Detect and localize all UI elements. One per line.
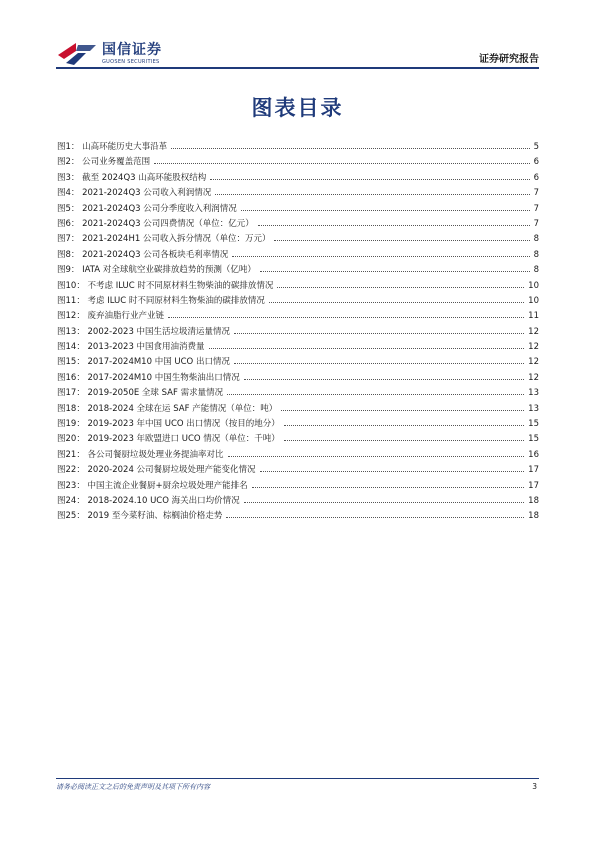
toc-entry-label[interactable]: 图5： 2021-2024Q3 公司分季度收入利润情况: [57, 203, 237, 214]
toc-entry-page[interactable]: 16: [528, 449, 539, 460]
toc-entry[interactable]: [57, 402, 539, 417]
toc-entry[interactable]: [57, 432, 539, 447]
toc-entry-label[interactable]: 图18： 2018-2024 全球在运 SAF 产能情况（单位：吨）: [57, 403, 278, 414]
toc-entry[interactable]: [57, 386, 539, 401]
toc-entry[interactable]: [57, 355, 539, 370]
toc-entry-label[interactable]: 图13： 2002-2023 中国生活垃圾清运量情况: [57, 326, 231, 337]
toc-entry[interactable]: [57, 417, 539, 432]
toc-entry[interactable]: [57, 463, 539, 478]
toc-entry-label[interactable]: 图6： 2021-2024Q3 公司四费情况（单位：亿元）: [57, 218, 254, 229]
toc-entry-label[interactable]: 图17： 2019-2050E 全球 SAF 需求量情况: [57, 388, 224, 399]
toc-dot-leader: [260, 265, 530, 272]
toc-entry-page[interactable]: 13: [528, 403, 539, 414]
toc-entry-page[interactable]: 6: [533, 172, 539, 183]
toc-entry-label[interactable]: 图16： 2017-2024M10 中国生物柴油出口情况: [57, 372, 240, 383]
toc-entry-page[interactable]: 12: [528, 372, 539, 383]
toc-entry-page[interactable]: 6: [533, 157, 539, 168]
toc-entry-page[interactable]: 8: [533, 234, 539, 245]
toc-dot-leader: [215, 188, 529, 195]
toc-entry[interactable]: [57, 155, 539, 170]
toc-entry-page[interactable]: 15: [528, 434, 539, 445]
toc-entry-label[interactable]: 图14： 2013-2023 中国食用油消费量: [57, 342, 205, 353]
logo-english-name: GUOSEN SECURITIES: [102, 59, 160, 65]
toc-entry[interactable]: [57, 371, 539, 386]
toc-dot-leader: [209, 342, 525, 349]
toc-dot-leader: [252, 481, 525, 488]
toc-dot-leader: [274, 234, 529, 241]
toc-entry[interactable]: [57, 509, 539, 524]
toc-entry-label[interactable]: 图19： 2019-2023 年中国 UCO 出口情况（按目的地分）: [57, 419, 280, 430]
toc-dot-leader: [244, 373, 524, 380]
toc-dot-leader: [227, 388, 524, 395]
toc-dot-leader: [228, 450, 525, 457]
toc-entry-page[interactable]: 12: [528, 357, 539, 368]
toc-entry-label[interactable]: 图1： 山高环能历史大事沿革: [57, 142, 168, 152]
toc-entry[interactable]: [57, 217, 539, 232]
toc-entry-page[interactable]: 12: [528, 342, 539, 353]
toc-dot-leader: [258, 219, 530, 226]
footer-disclaimer: 请务必阅读正文之后的免责声明及其项下所有内容: [56, 783, 210, 791]
toc-entry-label[interactable]: 图2： 公司业务覆盖范围: [57, 157, 151, 168]
toc-entry-page[interactable]: 5: [533, 142, 539, 152]
toc-dot-leader: [284, 419, 524, 426]
toc-entry-page[interactable]: 11: [528, 311, 539, 322]
toc-dot-leader: [241, 204, 530, 211]
toc-entry[interactable]: [57, 494, 539, 509]
toc-entry-page[interactable]: 12: [528, 326, 539, 337]
toc-entry[interactable]: [57, 186, 539, 201]
toc-dot-leader: [234, 327, 524, 334]
toc-dot-leader: [210, 173, 529, 180]
toc-entry[interactable]: [57, 202, 539, 217]
toc-entry-page[interactable]: 10: [528, 280, 539, 291]
toc-entry-label[interactable]: 图7： 2021-2024H1 公司收入拆分情况（单位：万元）: [57, 234, 271, 245]
toc-dot-leader: [260, 465, 525, 472]
toc-entry[interactable]: [57, 309, 539, 324]
toc-dot-leader: [269, 296, 524, 303]
toc-entry-label[interactable]: 图8： 2021-2024Q3 公司各板块毛利率情况: [57, 249, 229, 260]
guosen-logo: [56, 40, 162, 68]
figure-table-of-contents: [57, 140, 539, 525]
toc-entry[interactable]: [57, 171, 539, 186]
toc-entry-page[interactable]: 8: [533, 249, 539, 260]
toc-entry-label[interactable]: 图20： 2019-2023 年欧盟进口 UCO 情况（单位：千吨）: [57, 434, 280, 445]
report-type-label: 证券研究报告: [479, 54, 539, 65]
toc-dot-leader: [171, 142, 529, 149]
toc-entry-page[interactable]: 7: [533, 218, 539, 229]
toc-entry[interactable]: [57, 479, 539, 494]
toc-entry-label[interactable]: 图23： 中国主流企业餐厨+厨余垃圾处理产能排名: [57, 480, 248, 491]
toc-entry-label[interactable]: 图9： IATA 对全球航空业碳排放趋势的预测（亿吨）: [57, 265, 256, 276]
toc-entry-label[interactable]: 图10： 不考虑 ILUC 时不同原材料生物柴油的碳排放情况: [57, 280, 274, 291]
toc-entry-label[interactable]: 图3： 截至 2024Q3 山高环能股权结构: [57, 172, 207, 183]
toc-entry-page[interactable]: 8: [533, 265, 539, 276]
toc-entry-label[interactable]: 图4： 2021-2024Q3 公司收入利润情况: [57, 188, 212, 199]
toc-entry-page[interactable]: 7: [533, 203, 539, 214]
header-divider: [56, 67, 539, 69]
toc-entry[interactable]: [57, 294, 539, 309]
toc-entry-label[interactable]: 图11： 考虑 ILUC 时不同原材料生物柴油的碳排放情况: [57, 295, 265, 306]
toc-entry-label[interactable]: 图12： 废弃油脂行业产业链: [57, 311, 165, 322]
toc-entry[interactable]: [57, 140, 539, 155]
logo-chinese-name: 国信证券: [102, 42, 162, 58]
toc-entry[interactable]: [57, 340, 539, 355]
toc-entry[interactable]: [57, 279, 539, 294]
page-header: [0, 0, 595, 70]
page-number: 3: [532, 782, 537, 791]
toc-dot-leader: [234, 357, 524, 364]
toc-entry[interactable]: [57, 325, 539, 340]
toc-entry-page[interactable]: 13: [528, 388, 539, 399]
page-title: 图表目录: [251, 96, 344, 120]
toc-entry-page[interactable]: 15: [528, 419, 539, 430]
toc-entry[interactable]: [57, 232, 539, 247]
toc-entry[interactable]: [57, 448, 539, 463]
toc-dot-leader: [154, 157, 529, 164]
toc-dot-leader: [244, 496, 525, 503]
toc-dot-leader: [284, 434, 524, 441]
toc-dot-leader: [277, 281, 524, 288]
toc-dot-leader: [168, 311, 524, 318]
toc-dot-leader: [232, 250, 529, 257]
toc-entry-page[interactable]: 18: [528, 511, 539, 522]
guosen-logo-icon: [56, 41, 98, 67]
toc-entry-page[interactable]: 18: [528, 495, 539, 506]
toc-entry-label[interactable]: 图24： 2018-2024.10 UCO 海关出口均价情况: [57, 495, 240, 506]
toc-dot-leader: [226, 511, 524, 518]
toc-entry[interactable]: [57, 263, 539, 278]
toc-entry-page[interactable]: 17: [528, 465, 539, 476]
toc-entry-label[interactable]: 图21： 各公司餐厨垃圾处理业务提油率对比: [57, 449, 224, 460]
toc-entry[interactable]: [57, 248, 539, 263]
toc-entry-page[interactable]: 7: [533, 188, 539, 199]
toc-entry-page[interactable]: 17: [528, 480, 539, 491]
toc-entry-label[interactable]: 图22： 2020-2024 公司餐厨垃圾处理产能变化情况: [57, 465, 256, 476]
footer-divider: [56, 778, 539, 779]
toc-entry-label[interactable]: 图15： 2017-2024M10 中国 UCO 出口情况: [57, 357, 230, 368]
toc-entry-label[interactable]: 图25： 2019 至今菜籽油、棕榈油价格走势: [57, 511, 223, 522]
toc-entry-page[interactable]: 10: [528, 295, 539, 306]
toc-dot-leader: [281, 404, 524, 411]
